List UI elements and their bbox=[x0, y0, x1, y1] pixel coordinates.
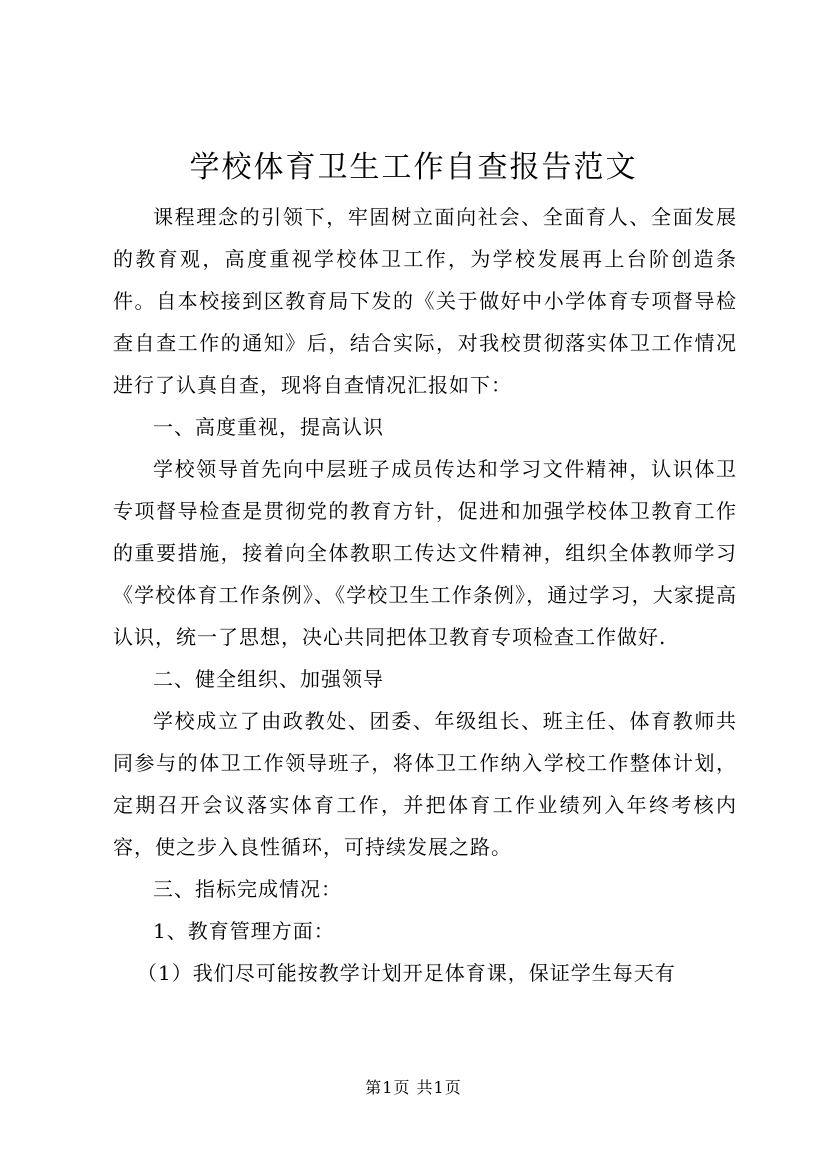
intro-paragraph: 课程理念的引领下，牢固树立面向社会、全面育人、全面发展的教育观，高度重视学校体卫工作，为学校发展再上台阶创造条件。自本校接到区教育局下发的《关于做好中小学体育专项督导检查自查工作的通知》后，结合实际，对我校贯彻落实体卫工作情况进行了认真自查，现将自查情况汇报如下： bbox=[113, 205, 737, 397]
section-heading-2: 二、健全组织、加强领导 bbox=[153, 667, 384, 691]
list-item-1: （1）我们尽可能按教学计划开足体育课，保证学生每天有 bbox=[137, 961, 676, 985]
document-title: 学校体育卫生工作自查报告范文 bbox=[189, 150, 638, 185]
section-heading-1: 一、高度重视，提高认识 bbox=[153, 415, 384, 439]
document-body bbox=[113, 196, 737, 994]
page-number-footer: 第1页 共1页 bbox=[365, 1078, 462, 1097]
section-1-paragraph: 学校领导首先向中层班子成员传达和学习文件精神，认识体卫专项督导检查是贯彻党的教育方针，促进和加强学校体卫教育工作的重要措施，接着向全体教职工传达文件精神，组织全体教师学习《学校体育工作条例》、《学校卫生工作条例》，通过学习，大家提高认识，统一了思想，决心共同把体卫教育专项检查工作做好. bbox=[113, 457, 737, 649]
section-heading-3: 三、指标完成情况： bbox=[153, 877, 342, 901]
section-2-paragraph: 学校成立了由政教处、团委、年级组长、班主任、体育教师共同参与的体卫工作领导班子，将体卫工作纳入学校工作整体计划，定期召开会议落实体育工作，并把体育工作业绩列入年终考核内容，使之步入良性循环，可持续发展之路。 bbox=[113, 709, 737, 859]
subsection-heading-1: 1、教育管理方面： bbox=[153, 919, 335, 943]
